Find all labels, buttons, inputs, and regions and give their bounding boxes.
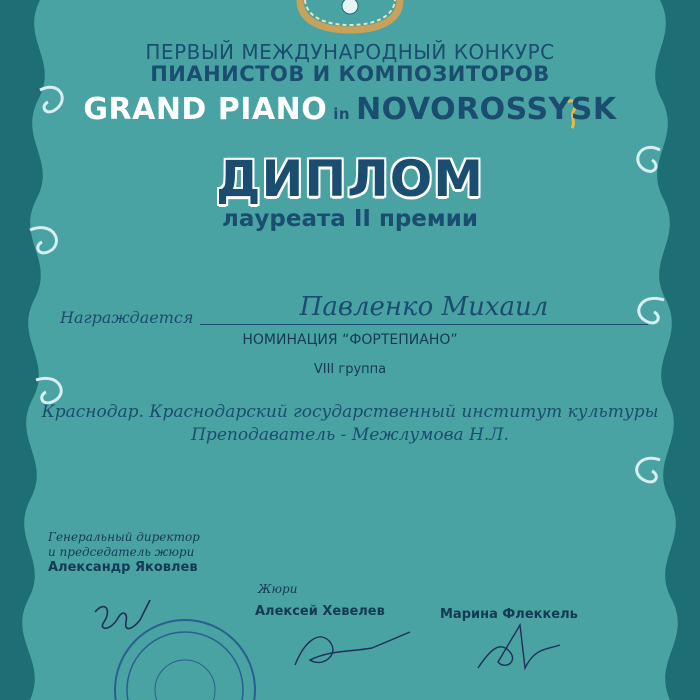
brand-title — [0, 92, 700, 127]
diploma-title: ДИПЛОМ — [215, 150, 484, 208]
name-underline — [200, 324, 648, 325]
jury-member-1: Алексей Хевелев — [255, 604, 385, 619]
diploma-subtitle: лауреата II премии — [222, 206, 478, 232]
brand-city: NOVOROSS — [356, 92, 549, 127]
awarded-label: Награждается — [60, 308, 194, 327]
brand-main: GRAND PIANO — [83, 92, 328, 127]
competition-title-line2: ПИАНИСТОВ И КОМПОЗИТОРОВ — [150, 62, 550, 86]
jury-member-2: Марина Флеккель — [440, 607, 578, 622]
group: VIII группа — [313, 362, 387, 377]
director-title-line1: Генеральный директор — [48, 530, 200, 544]
nomination: НОМИНАЦИЯ “ФОРТЕПИАНО” — [242, 332, 458, 348]
brand-in: in — [333, 105, 351, 123]
teacher: Преподаватель - Межлумова Н.Л. — [191, 425, 509, 445]
director-title-line2: и председатель жюри — [48, 545, 195, 559]
director-name: Александр Яковлев — [48, 560, 198, 575]
jury-label: Жюри — [258, 582, 298, 596]
institution: Краснодар. Краснодарский государственный институт культуры — [41, 402, 659, 422]
brand-city-end: YSK — [548, 92, 617, 127]
competition-title-line1: ПЕРВЫЙ МЕЖДУНАРОДНЫЙ КОНКУРС — [145, 40, 555, 64]
recipient-name: Павленко Михаил — [299, 292, 549, 322]
